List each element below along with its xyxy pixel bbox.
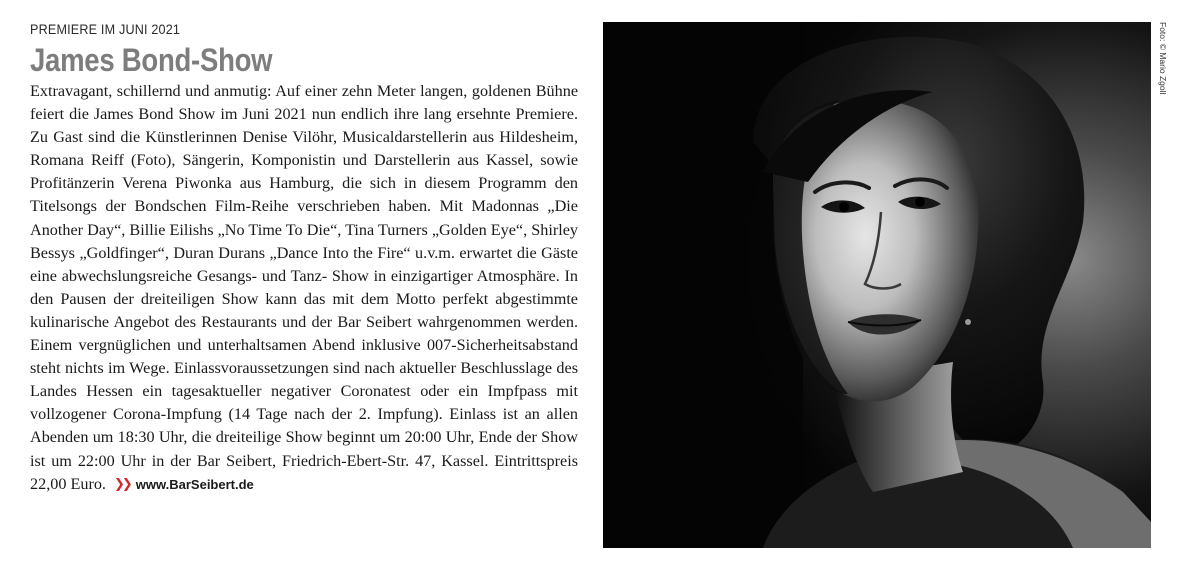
portrait-illustration bbox=[603, 22, 1151, 548]
double-chevron-right-icon: ❯❯ bbox=[113, 476, 130, 492]
article-kicker: PREMIERE IM JUNI 2021 bbox=[30, 21, 181, 37]
article-headline: James Bond-Show bbox=[30, 42, 273, 78]
article-body-text: Extravagant, schillernd und anmutig: Auf einer zehn Meter langen, goldenen Bühne feiert die James Bond Show im Juni 2021 nun endlich ihre lang ersehnte Premiere. Zu Gast sind die Künstlerinnen Denise Vilöhr, Musicaldarstellerin aus Hildesheim, Romana Reiff (Foto), Sängerin, Komponistin und Darstellerin aus Kassel, sowie Profitänzerin Verena Piwonka aus Hamburg, die sich in diesem Programm den Titelsongs der Bondschen Film-Reihe verschrieben haben. Mit Madonnas „Die Another Day“, Billie Eilishs „No Time To Die“, Tina Turners „Golden Eye“, Shirley Bessys „Goldfinger“, Duran Durans „Dance Into the Fire“ u.v.m. erwartet die Gäste eine abwechslungsreiche Gesangs- und Tanz- Show in einzigartiger Atmosphäre. In den Pausen der dreiteiligen Show kann das mit dem Motto perfekt abgestimmte kulinarische Angebot des Restaurants und der Bar Seibert wahrgenommen werden. Einem vergnüglichen und unterhaltsamen Abend inklusive 007-Sicherheitsabstand steht nichts im Wege. Einlassvoraussetzungen sind nach aktueller Beschlusslage des Landes Hessen ein tagesaktueller negativer Coronatest oder ein Impfpass mit vollzogener Corona-Impfung (14 Tage nach der 2. Impfung). Einlass ist an allen Abenden um 18:30 Uhr, die dreiteilige Show beginnt um 20:00 Uhr, Ende der Show ist um 22:00 Uhr in der Bar Seibert, Friedrich-Ebert-Str. 47, Kassel. Eintrittspreis 22,00 Euro. bbox=[30, 82, 578, 493]
website-link[interactable]: www.BarSeibert.de bbox=[135, 476, 254, 492]
article-body bbox=[30, 80, 578, 496]
photo-credit bbox=[1157, 22, 1169, 102]
photo-credit-text: Foto: © Mario Zgoll bbox=[1158, 22, 1168, 95]
portrait-photo bbox=[603, 22, 1151, 548]
website-link-group[interactable] bbox=[106, 475, 254, 493]
article bbox=[30, 20, 578, 496]
